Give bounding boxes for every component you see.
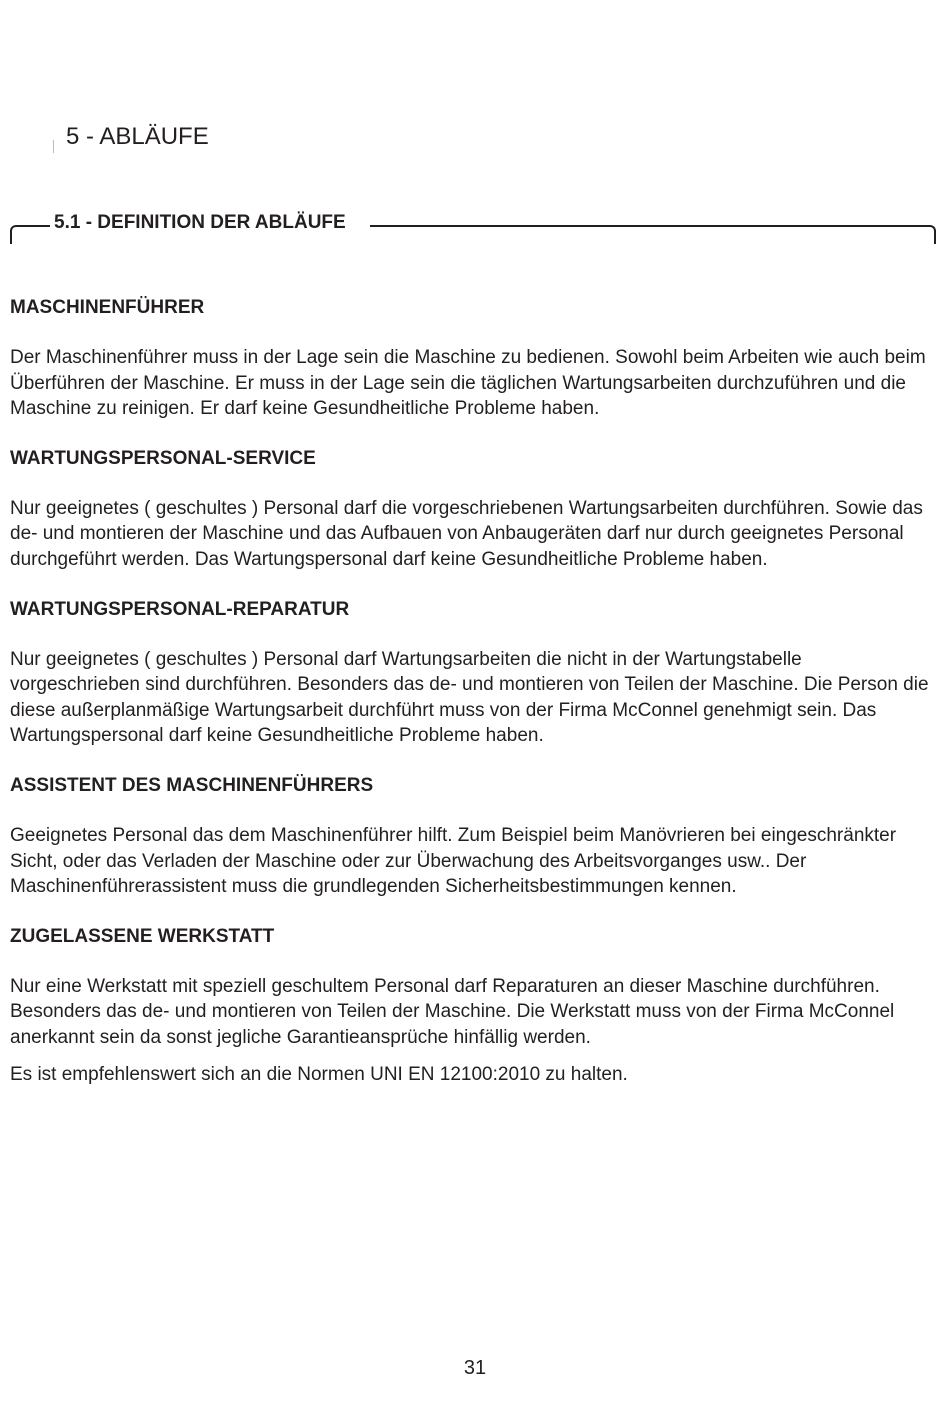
block-maschinenfuehrer [10,296,935,422]
block-heading: MASCHINENFÜHRER [10,297,205,318]
block-heading: ASSISTENT DES MASCHINENFÜHRERS [10,774,374,796]
page-number: 31 [463,1357,487,1379]
block-assistent [10,774,935,900]
standards-note: Es ist empfehlenswert sich an die Normen UNI EN 12100:2010 zu halten. [10,1063,628,1085]
block-heading: ZUGELASSENE WERKSTATT [10,925,275,947]
block-paragraph: Nur geeignetes ( geschultes ) Personal darf Wartungsarbeiten die nicht in der Wartungstabelle vorgeschrieben sind durchführen. Besonders das de- und montieren von Teilen der Maschine. Die Person die diese außerplanmäßige Wartungsarbeit durchführt muss von der Firma McConnel genehmigt sein. Das Wartungspersonal darf keine Gesundheitliche Probleme haben. [10,648,929,747]
page-content [10,296,935,1087]
section-title: 5.1 - DEFINITION DER ABLÄUFE [50,211,370,235]
block-paragraph: Der Maschinenführer muss in der Lage sein die Maschine zu bedienen. Sowohl beim Arbeiten wie auch beim Überführen der Maschine. Er muss in der Lage sein die täglichen Wartungsarbeiten durchzuführen und die Maschine zu reinigen. Er darf keine Gesundheitliche Probleme haben. [10,347,926,420]
chapter-marker [53,140,54,153]
block-paragraph: Nur geeignetes ( geschultes ) Personal darf die vorgeschriebenen Wartungsarbeiten durchführen. Sowie das de- und montieren der Maschine und das Aufbauen von Anbaugeräten darf nur durch geeignetes Personal durchgeführt werden. Das Wartungspersonal darf keine Gesundheitliche Probleme haben. [10,497,923,570]
block-heading: WARTUNGSPERSONAL-REPARATUR [10,598,350,620]
block-heading: WARTUNGSPERSONAL-SERVICE [10,447,316,469]
chapter-title: 5 - ABLÄUFE [66,123,209,150]
block-wartungspersonal-service [10,447,935,573]
block-paragraph: Nur eine Werkstatt mit speziell geschultem Personal darf Reparaturen an dieser Maschine durchführen. Besonders das de- und montieren von Teilen der Maschine. Die Werkstatt muss von der Firma McConnel anerkannt sein da sonst jegliche Garantieansprüche hinfällig werden. [10,975,895,1048]
block-zugelassene-werkstatt [10,925,935,1051]
block-wartungspersonal-reparatur [10,598,935,749]
block-paragraph: Geeignetes Personal das dem Maschinenführer hilft. Zum Beispiel beim Manövrieren bei eingeschränkter Sicht, oder das Verladen der Maschine oder zur Überwachung des Arbeitsvorganges usw.. Der Maschinenführerassistent muss die grundlegenden Sicherheitsbestimmungen kennen. [10,824,897,898]
